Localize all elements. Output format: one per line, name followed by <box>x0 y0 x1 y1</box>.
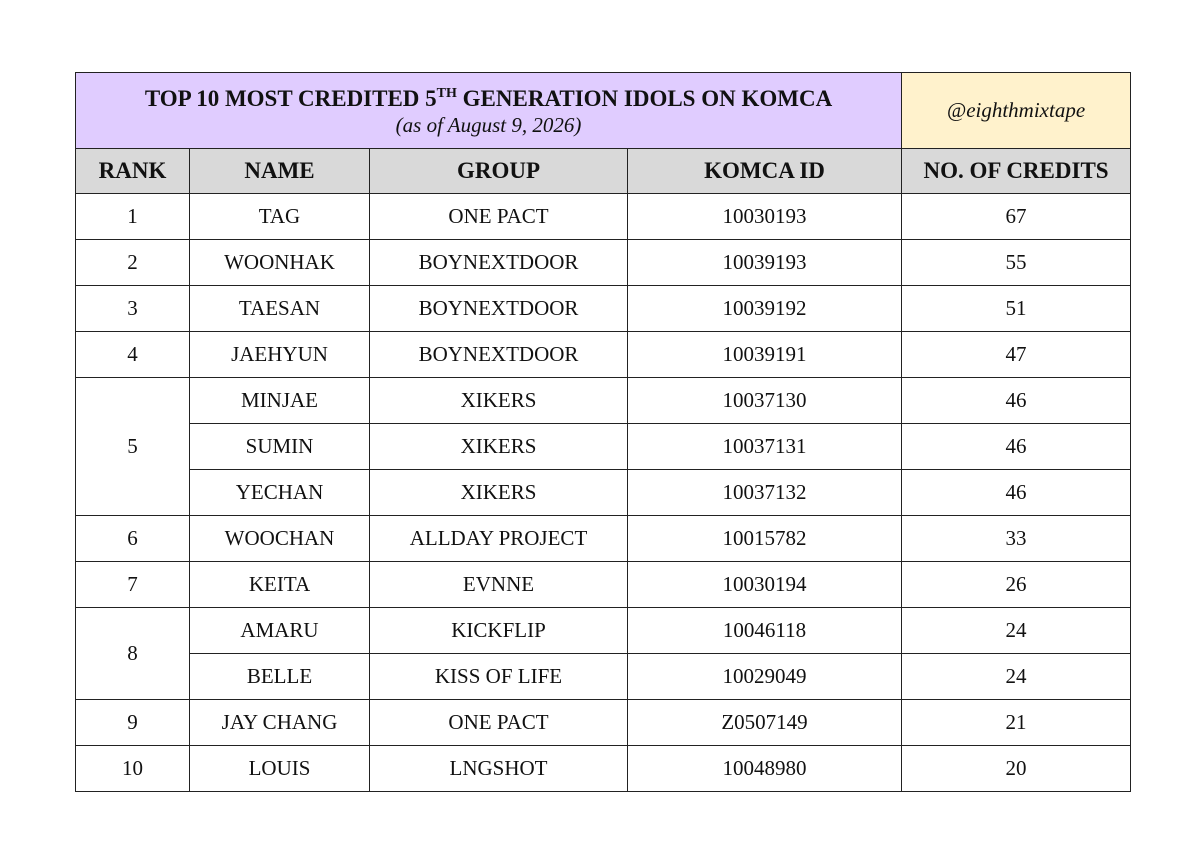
title-main-start: TOP 10 MOST CREDITED 5 <box>144 85 437 111</box>
table-title <box>76 73 902 149</box>
komca-id-cell: 10048980 <box>628 746 902 792</box>
title-row <box>76 73 1131 149</box>
name-cell: JAY CHANG <box>190 700 370 746</box>
table-row <box>76 516 1131 562</box>
table-row <box>76 746 1131 792</box>
header-rank: RANK <box>76 149 190 194</box>
rank-cell: 5 <box>76 378 190 516</box>
table-body <box>76 194 1131 792</box>
komca-id-cell: 10039193 <box>628 240 902 286</box>
group-cell: BOYNEXTDOOR <box>370 332 628 378</box>
rank-cell: 1 <box>76 194 190 240</box>
credits-cell: 24 <box>902 608 1131 654</box>
credits-table <box>75 72 1131 792</box>
table-row <box>76 562 1131 608</box>
name-cell: AMARU <box>190 608 370 654</box>
group-cell: BOYNEXTDOOR <box>370 240 628 286</box>
group-cell: KISS OF LIFE <box>370 654 628 700</box>
title-main-end: GENERATION IDOLS ON KOMCA <box>456 85 833 111</box>
komca-id-cell: Z0507149 <box>628 700 902 746</box>
rank-cell: 3 <box>76 286 190 332</box>
table-row <box>76 194 1131 240</box>
name-cell: LOUIS <box>190 746 370 792</box>
rank-cell: 2 <box>76 240 190 286</box>
group-cell: LNGSHOT <box>370 746 628 792</box>
table-row <box>76 378 1131 424</box>
name-cell: YECHAN <box>190 470 370 516</box>
rank-cell: 4 <box>76 332 190 378</box>
komca-id-cell: 10030194 <box>628 562 902 608</box>
name-cell: TAESAN <box>190 286 370 332</box>
komca-id-cell: 10039191 <box>628 332 902 378</box>
name-cell: TAG <box>190 194 370 240</box>
group-cell: KICKFLIP <box>370 608 628 654</box>
komca-id-cell: 10037131 <box>628 424 902 470</box>
credits-cell: 47 <box>902 332 1131 378</box>
table-row <box>76 654 1131 700</box>
komca-id-cell: 10037130 <box>628 378 902 424</box>
table-row <box>76 424 1131 470</box>
credits-cell: 46 <box>902 424 1131 470</box>
name-cell: WOOCHAN <box>190 516 370 562</box>
group-cell: XIKERS <box>370 378 628 424</box>
rank-cell: 9 <box>76 700 190 746</box>
credits-cell: 67 <box>902 194 1131 240</box>
group-cell: EVNNE <box>370 562 628 608</box>
name-cell: BELLE <box>190 654 370 700</box>
komca-id-cell: 10046118 <box>628 608 902 654</box>
group-cell: XIKERS <box>370 470 628 516</box>
table-row <box>76 286 1131 332</box>
header-credits: NO. OF CREDITS <box>902 149 1131 194</box>
header-komca-id: KOMCA ID <box>628 149 902 194</box>
title-main <box>76 85 901 113</box>
credits-cell: 26 <box>902 562 1131 608</box>
author-handle: @eighthmixtape <box>902 73 1131 149</box>
rank-cell: 6 <box>76 516 190 562</box>
table-row <box>76 608 1131 654</box>
komca-id-cell: 10015782 <box>628 516 902 562</box>
credits-cell: 24 <box>902 654 1131 700</box>
rank-cell: 8 <box>76 608 190 700</box>
rank-cell: 7 <box>76 562 190 608</box>
credits-cell: 21 <box>902 700 1131 746</box>
credits-cell: 20 <box>902 746 1131 792</box>
group-cell: ONE PACT <box>370 700 628 746</box>
rank-cell: 10 <box>76 746 190 792</box>
table-row <box>76 470 1131 516</box>
table-row <box>76 332 1131 378</box>
group-cell: ONE PACT <box>370 194 628 240</box>
header-name: NAME <box>190 149 370 194</box>
credits-cell: 51 <box>902 286 1131 332</box>
table-row <box>76 700 1131 746</box>
komca-id-cell: 10039192 <box>628 286 902 332</box>
title-superscript: TH <box>436 85 457 101</box>
header-group: GROUP <box>370 149 628 194</box>
name-cell: KEITA <box>190 562 370 608</box>
credits-cell: 55 <box>902 240 1131 286</box>
komca-id-cell: 10029049 <box>628 654 902 700</box>
header-row <box>76 149 1131 194</box>
table-row <box>76 240 1131 286</box>
name-cell: MINJAE <box>190 378 370 424</box>
komca-id-cell: 10037132 <box>628 470 902 516</box>
komca-id-cell: 10030193 <box>628 194 902 240</box>
credits-cell: 46 <box>902 378 1131 424</box>
group-cell: XIKERS <box>370 424 628 470</box>
credits-cell: 46 <box>902 470 1131 516</box>
credits-cell: 33 <box>902 516 1131 562</box>
group-cell: BOYNEXTDOOR <box>370 286 628 332</box>
name-cell: SUMIN <box>190 424 370 470</box>
group-cell: ALLDAY PROJECT <box>370 516 628 562</box>
title-subtitle: (as of August 9, 2026) <box>395 112 582 137</box>
name-cell: WOONHAK <box>190 240 370 286</box>
name-cell: JAEHYUN <box>190 332 370 378</box>
